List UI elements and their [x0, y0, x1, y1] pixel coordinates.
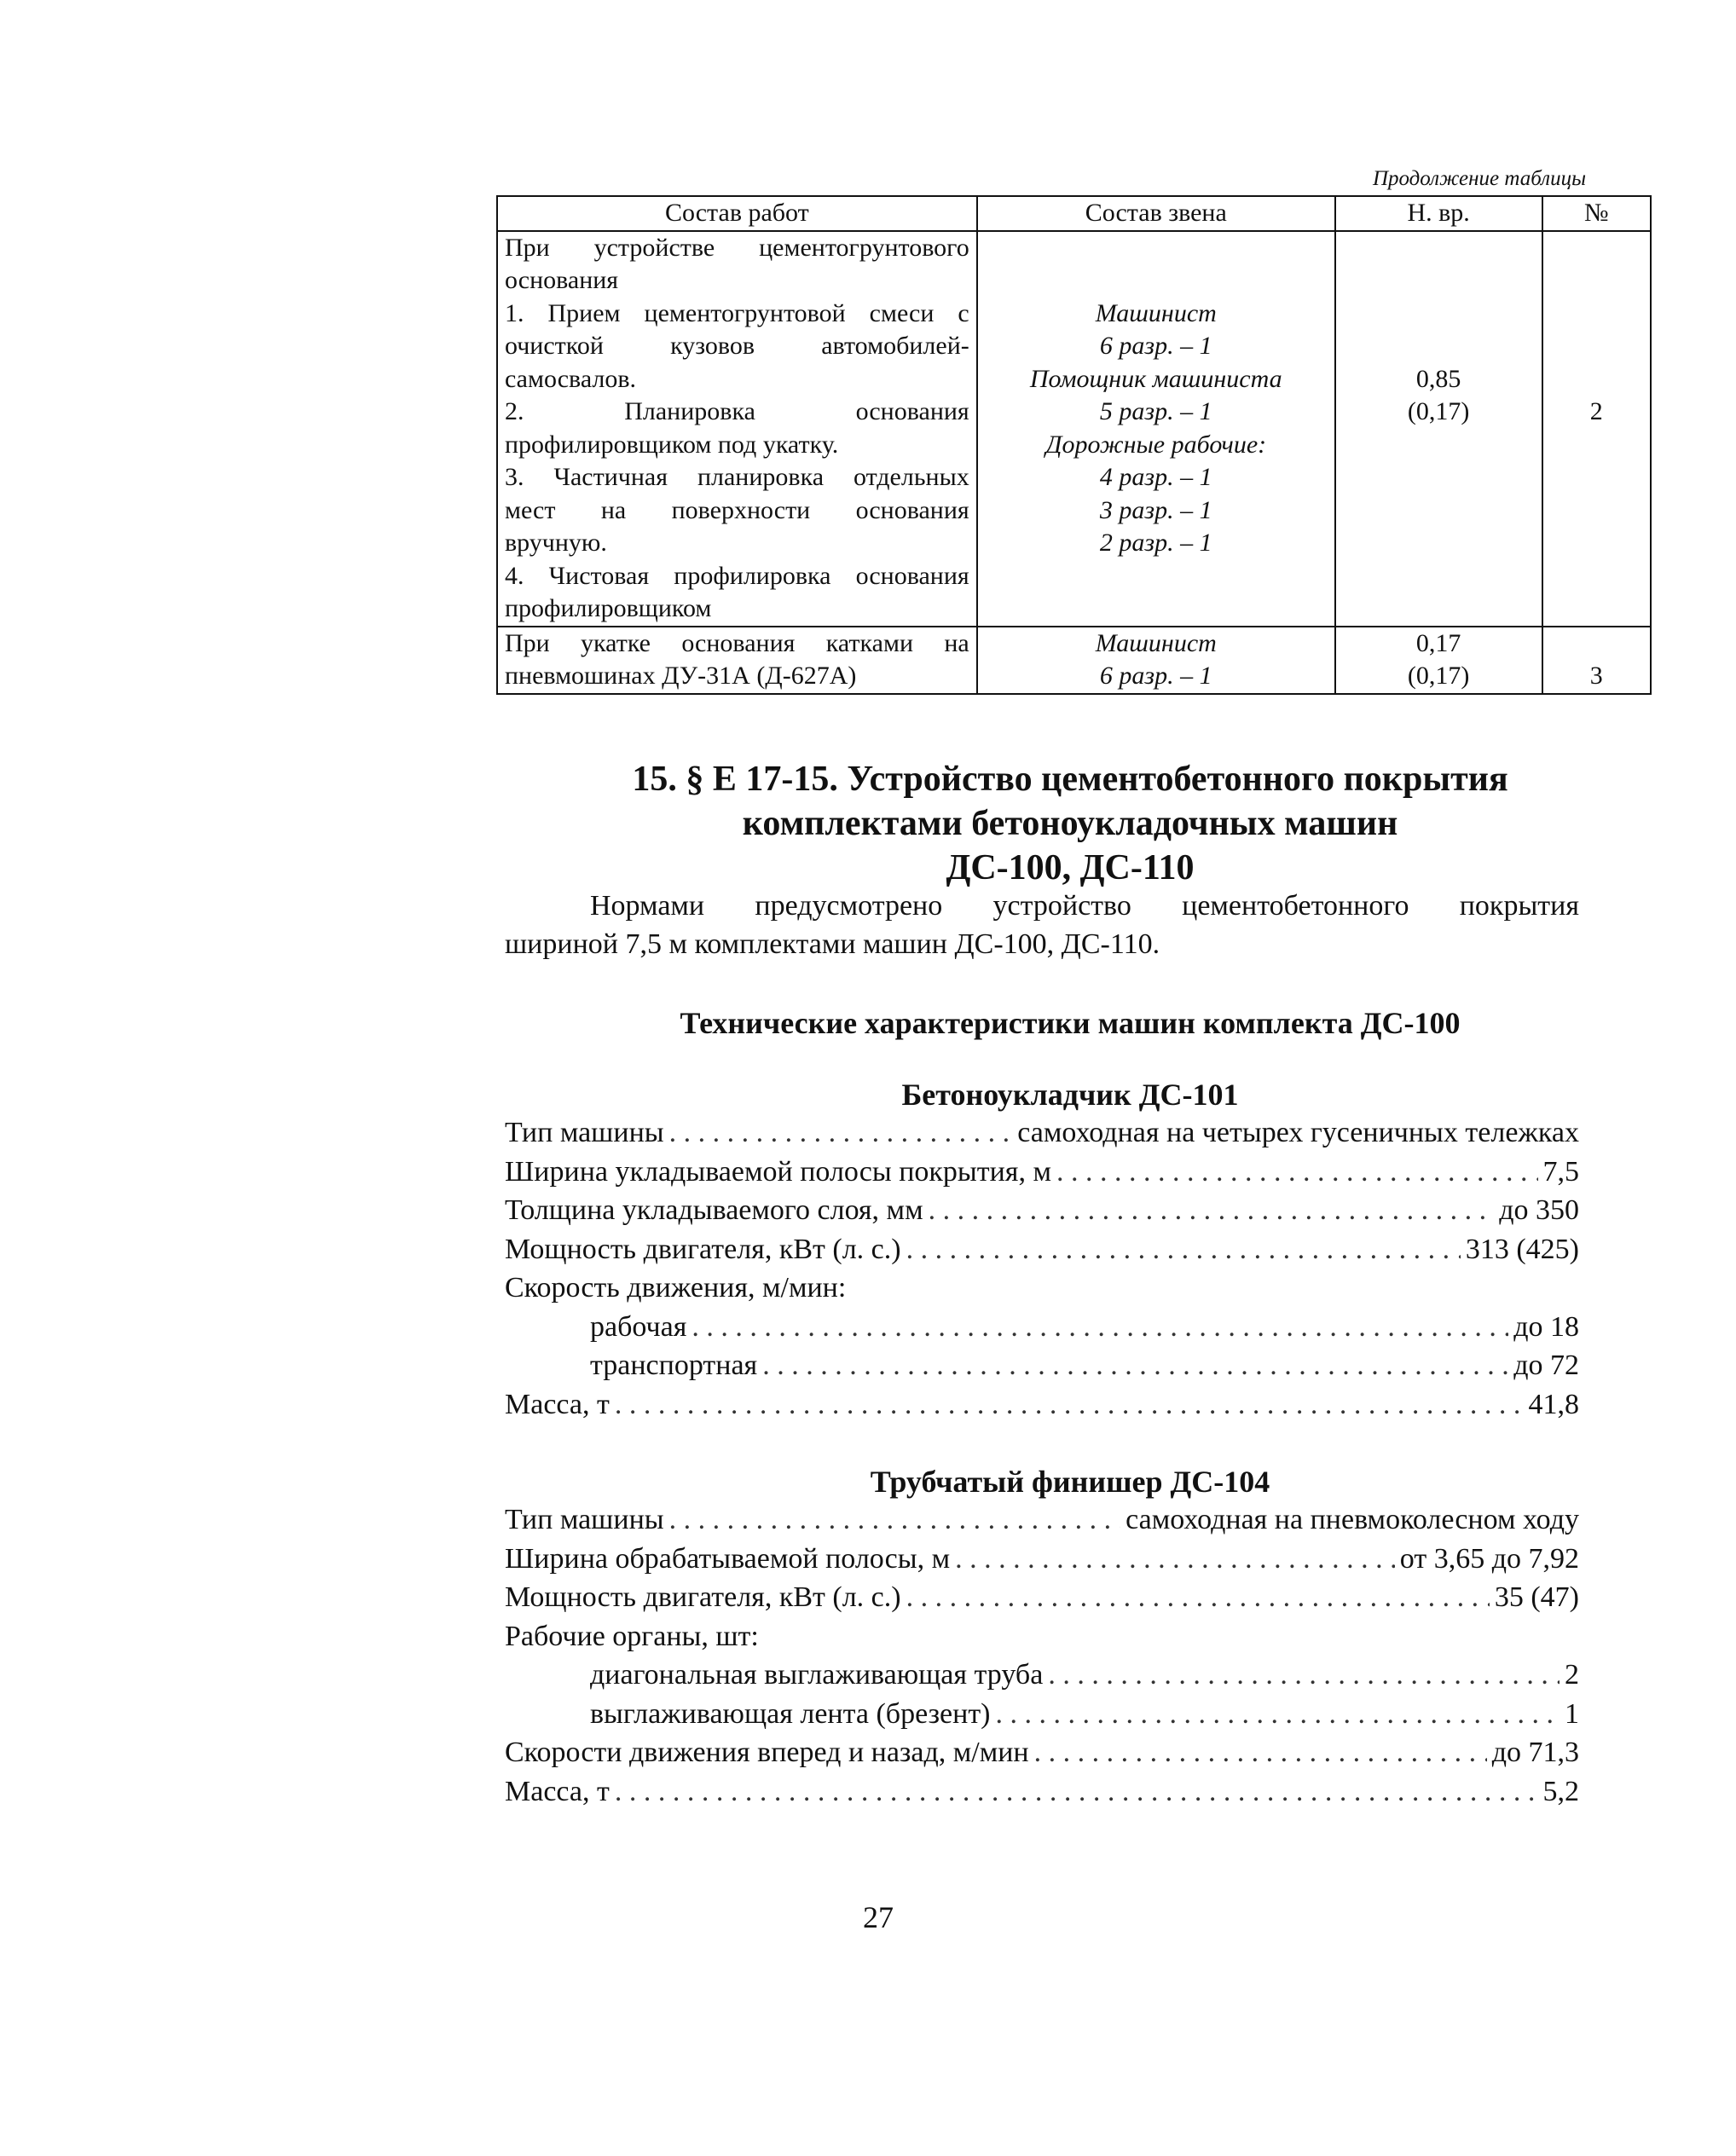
- works-line: пневмошинах ДУ-31А (Д-627А): [505, 662, 857, 690]
- spec-value: 1: [1565, 1697, 1579, 1730]
- spec-row: [505, 1230, 1579, 1269]
- spec-label: Мощность двигателя, кВт (л. с.): [505, 1581, 901, 1613]
- spec-label: диагональная выглаживающая труба: [590, 1659, 1044, 1691]
- paragraph-line: Нормами предусмотрено устройство цементобетонного покрытия: [590, 890, 1579, 922]
- crew-line: 6 разр. – 1: [1099, 332, 1212, 360]
- machine-title: Трубчатый финишер ДС-104: [870, 1465, 1270, 1499]
- section-title: [495, 757, 1646, 890]
- spec-label: Тип машины: [505, 1504, 664, 1535]
- spec-value: 7,5: [1542, 1155, 1579, 1188]
- spec-row: [505, 1617, 1579, 1656]
- norm-sub-value: (0,17): [1407, 662, 1470, 690]
- works-line: профилировщиком под укатку.: [505, 430, 839, 459]
- spec-row: [505, 1733, 1579, 1772]
- table-row: [497, 231, 1651, 627]
- section-title-line: 15. § Е 17-15. Устройство цементобетонного покрытия: [632, 760, 1508, 799]
- works-line: 4. Чистовая профилировка основания: [505, 561, 969, 590]
- works-line: При устройстве цементогрунтового: [505, 233, 969, 262]
- spec-row: [505, 1656, 1579, 1695]
- crew-line: 4 разр. – 1: [1099, 463, 1212, 491]
- norm-cell: [1335, 627, 1542, 694]
- works-cell: [497, 231, 977, 627]
- crew-line: Дорожные рабочие:: [1045, 430, 1267, 459]
- norm-cell: [1335, 231, 1542, 627]
- norm-value: 0,17: [1415, 628, 1461, 657]
- works-line: 2. Планировка основания: [505, 397, 969, 425]
- table-row: [497, 627, 1651, 694]
- tech-specs-title: Технические характеристики машин комплекта ДС-100: [680, 1006, 1461, 1040]
- row-number: 2: [1589, 396, 1603, 425]
- spec-label: Тип машины: [505, 1117, 664, 1148]
- machine1-specs: [505, 1113, 1579, 1424]
- spec-value: до 350: [1499, 1194, 1579, 1226]
- crew-line: Машинист: [1095, 628, 1217, 657]
- table-caption: Продолжение таблицы: [1372, 167, 1586, 190]
- spec-row: [505, 1113, 1579, 1153]
- norm-sub-value: (0,17): [1407, 397, 1470, 425]
- spec-value: 5,2: [1542, 1775, 1579, 1807]
- works-line: профилировщиком: [505, 594, 712, 622]
- spec-row: [505, 1772, 1579, 1812]
- spec-row: [505, 1540, 1579, 1579]
- spec-value: 35 (47): [1494, 1581, 1579, 1613]
- work-norms-table: [496, 195, 1652, 695]
- spec-value: до 71,3: [1491, 1737, 1579, 1768]
- works-line: мест на поверхности основания: [505, 495, 969, 524]
- section-title-line: ДС-100, ДС-110: [946, 848, 1195, 887]
- works-line: 3. Частичная планировка отдельных: [505, 463, 969, 491]
- spec-label: Толщина укладываемого слоя, мм: [505, 1194, 923, 1226]
- spec-value: до 18: [1513, 1310, 1579, 1343]
- crew-line: 2 разр. – 1: [1099, 529, 1212, 557]
- spec-value: до 72: [1513, 1350, 1579, 1381]
- spec-value: от 3,65 до 7,92: [1399, 1542, 1579, 1575]
- spec-label: транспортная: [590, 1350, 758, 1381]
- works-line: 1. Прием цементогрунтовой смеси с: [505, 298, 969, 327]
- spec-row: [505, 1308, 1579, 1347]
- crew-line: 6 разр. – 1: [1099, 662, 1212, 690]
- spec-value: 2: [1565, 1659, 1579, 1691]
- crew-cell: [977, 231, 1335, 627]
- spec-value: 41,8: [1528, 1388, 1579, 1420]
- spec-row: [505, 1695, 1579, 1734]
- works-line: При укатке основания катками на: [505, 628, 969, 657]
- spec-row: [505, 1269, 1579, 1308]
- header-norm: Н. вр.: [1335, 196, 1542, 231]
- norm-value: 0,85: [1415, 364, 1461, 393]
- spec-label: Масса, т: [505, 1388, 610, 1420]
- spec-row: [505, 1385, 1579, 1425]
- intro-paragraph: [505, 887, 1579, 963]
- row-number: 3: [1589, 661, 1603, 690]
- spec-row: [505, 1153, 1579, 1192]
- spec-value: 313 (425): [1465, 1233, 1579, 1265]
- works-line: самосвалов.: [505, 364, 637, 393]
- header-number: №: [1542, 196, 1652, 231]
- section-title-line: комплектами бетоноукладочных машин: [742, 804, 1398, 843]
- machine2-specs: [505, 1500, 1579, 1811]
- crew-line: 5 разр. – 1: [1099, 397, 1212, 425]
- spec-label: выглаживающая лента (брезент): [590, 1697, 991, 1730]
- works-cell: [497, 627, 977, 694]
- paragraph-line: шириной 7,5 м комплектами машин ДС-100, ДС-110.: [505, 928, 1160, 960]
- works-line: основания: [505, 266, 619, 294]
- spec-row: [505, 1500, 1579, 1540]
- spec-label: Мощность двигателя, кВт (л. с.): [505, 1233, 901, 1265]
- table-header-row: [497, 196, 1651, 231]
- spec-label: Скорости движения вперед и назад, м/мин: [505, 1737, 1029, 1768]
- spec-label: рабочая: [590, 1310, 687, 1343]
- crew-line: Помощник машиниста: [1029, 364, 1282, 393]
- header-crew: Состав звена: [977, 196, 1335, 231]
- crew-cell: [977, 627, 1335, 694]
- works-line: очисткой кузовов автомобилей-: [505, 332, 969, 360]
- spec-value: самоходная на четырех гусеничных тележках: [1017, 1117, 1579, 1148]
- crew-line: 3 разр. – 1: [1099, 495, 1212, 524]
- spec-row: [505, 1346, 1579, 1385]
- spec-row: [505, 1578, 1579, 1617]
- header-works: Состав работ: [497, 196, 977, 231]
- works-line: вручную.: [505, 529, 607, 557]
- page-number: 27: [863, 1900, 894, 1934]
- spec-label: Ширина обрабатываемой полосы, м: [505, 1542, 951, 1575]
- number-cell: [1542, 231, 1652, 627]
- spec-value: самоходная на пневмоколесном ходу: [1126, 1504, 1579, 1535]
- machine-title: Бетоноукладчик ДС-101: [901, 1078, 1239, 1112]
- spec-label: Рабочие органы, шт:: [505, 1620, 759, 1652]
- spec-row: [505, 1191, 1579, 1230]
- number-cell: [1542, 627, 1652, 694]
- spec-label: Ширина укладываемой полосы покрытия, м: [505, 1155, 1051, 1188]
- spec-label: Масса, т: [505, 1775, 610, 1807]
- spec-label: Скорость движения, м/мин:: [505, 1272, 847, 1303]
- crew-line: Машинист: [1095, 298, 1217, 327]
